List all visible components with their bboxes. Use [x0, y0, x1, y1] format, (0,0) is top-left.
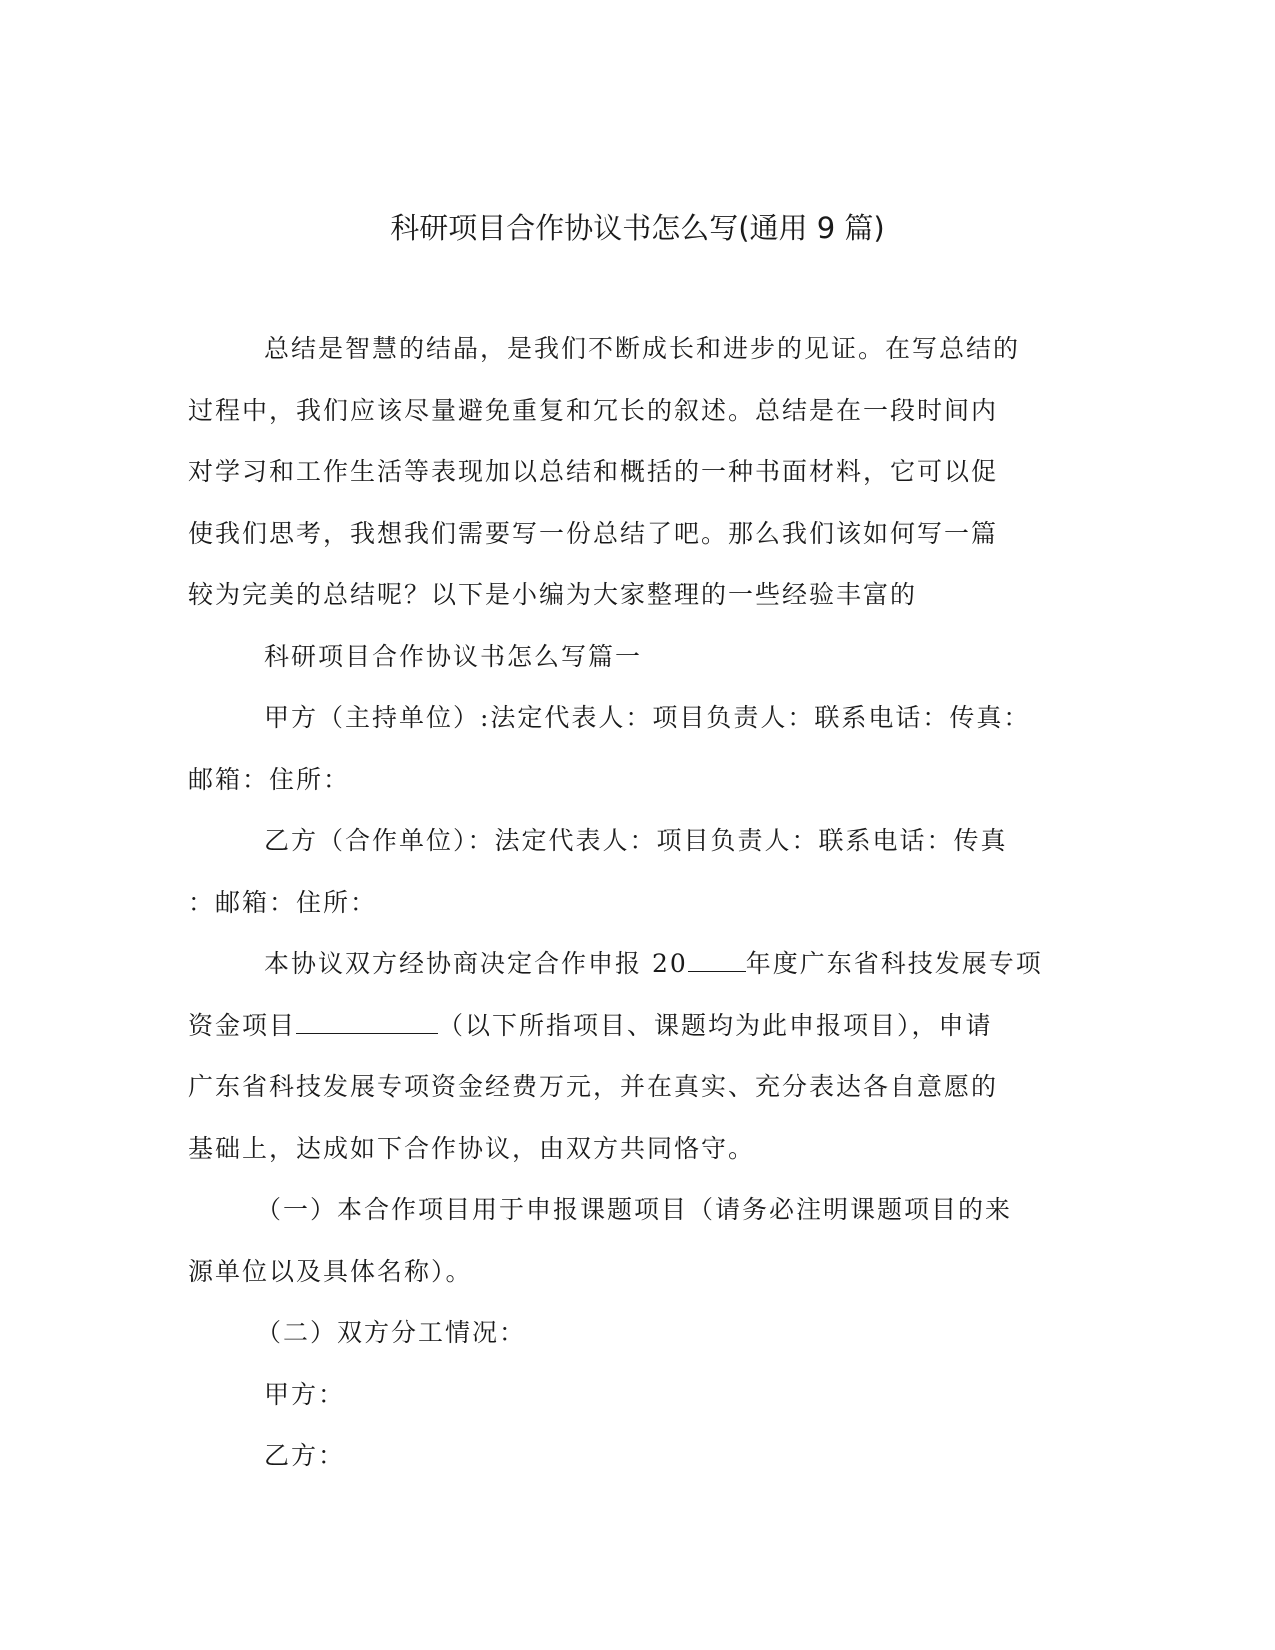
intro-line: 使我们思考，我想我们需要写一份总结了吧。那么我们该如何写一篇 [188, 518, 999, 548]
party-b-info-line: ：邮箱：住所： [188, 887, 378, 917]
agreement-line: 基础上，达成如下合作协议，由双方共同恪守。 [188, 1133, 756, 1163]
agreement-line [188, 995, 1080, 1057]
intro-line: 较为完美的总结呢？以下是小编为大家整理的一些经验丰富的 [188, 580, 918, 609]
intro-line: 过程中，我们应该尽量避免重复和冗长的叙述。总结是在一段时间内 [188, 395, 999, 425]
clause-two-heading: （二）双方分工情况： [256, 1318, 527, 1347]
agreement-text: （以下所指项目、课题均为此申报项目），申请 [438, 1010, 993, 1040]
intro-line: 总结是智慧的结晶，是我们不断成长和进步的见证。在写总结的 [264, 334, 1021, 363]
agreement-text: 年度广东省科技发展专项 [745, 949, 1043, 978]
agreement-text: 资金项目 [188, 1010, 297, 1040]
agreement-line [188, 933, 1080, 995]
party-b-duty: 乙方： [264, 1441, 346, 1470]
party-b-info-line: 乙方（合作单位）：法定代表人：项目负责人：联系电话：传真 [264, 826, 1008, 855]
clause-one-line: （一）本合作项目用于申报课题项目（请务必注明课题项目的来 [256, 1195, 1013, 1224]
document-body [188, 318, 1080, 1487]
agreement-line: 广东省科技发展专项资金经费万元，并在真实、充分表达各自意愿的 [188, 1072, 999, 1101]
document-title: 科研项目合作协议书怎么写(通用 9 篇) [390, 211, 885, 245]
project-name-blank [296, 1005, 438, 1034]
party-a-info-line: 邮箱：住所： [188, 764, 351, 794]
section-heading: 科研项目合作协议书怎么写篇一 [264, 641, 643, 671]
agreement-text: 本协议双方经协商决定合作申报 20 [264, 949, 688, 978]
year-blank [688, 943, 746, 972]
party-a-duty: 甲方： [264, 1379, 346, 1409]
intro-line: 对学习和工作生活等表现加以总结和概括的一种书面材料，它可以促 [188, 457, 999, 486]
clause-one-line: 源单位以及具体名称）。 [188, 1256, 473, 1286]
party-a-info-line: 甲方（主持单位）:法定代表人：项目负责人：联系电话：传真： [264, 703, 1031, 732]
